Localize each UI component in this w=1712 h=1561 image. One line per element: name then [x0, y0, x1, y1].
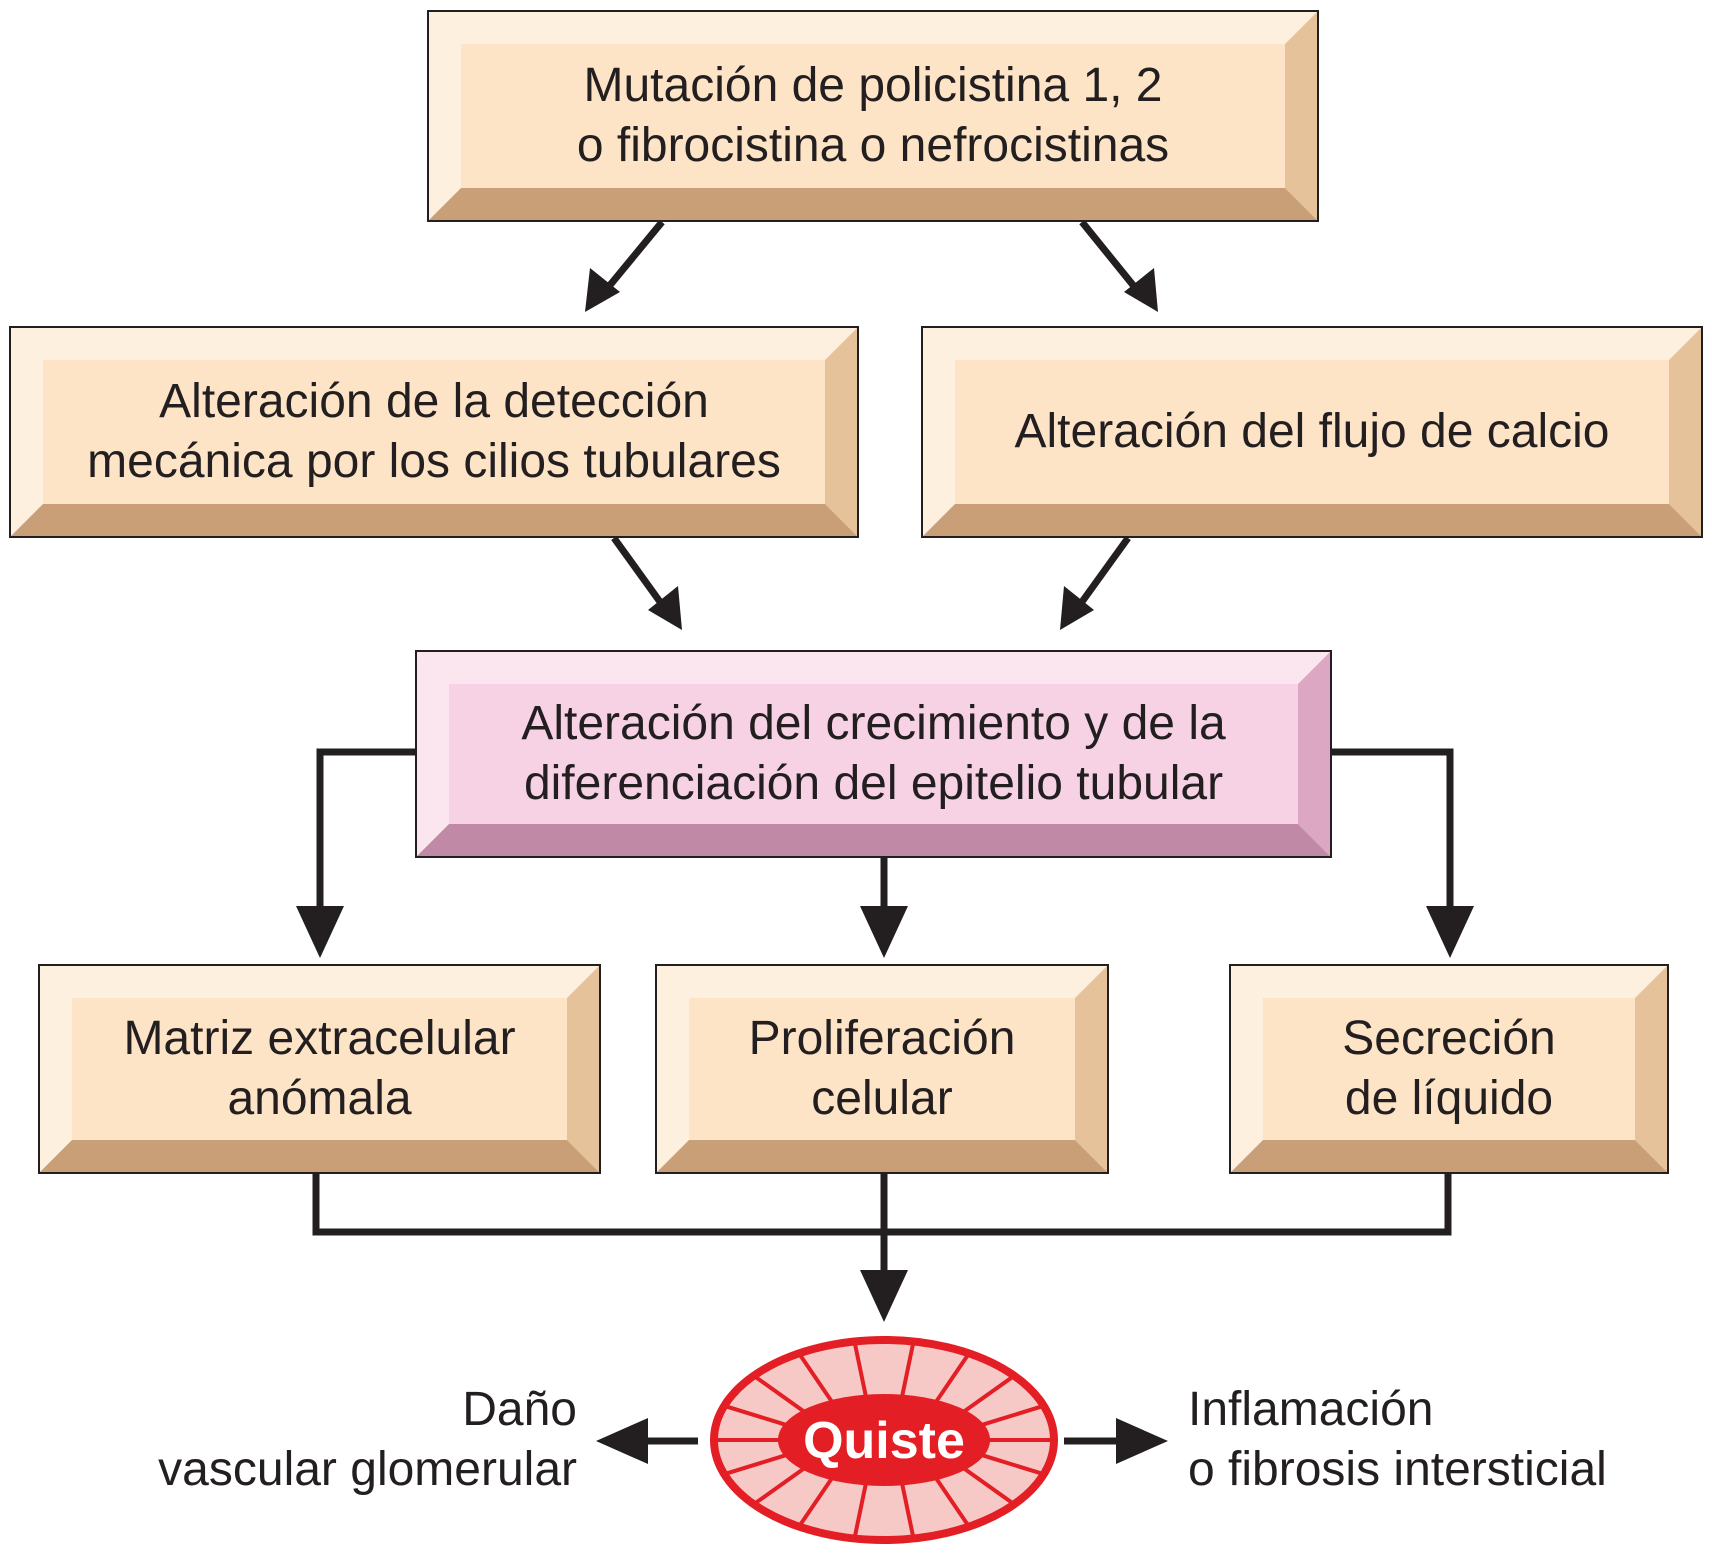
outcome-left-line-2: vascular glomerular [158, 1443, 577, 1496]
arrowhead [860, 906, 908, 958]
arrowhead [596, 1418, 648, 1464]
arrowhead [1124, 268, 1158, 312]
box-prolif-label [655, 964, 1109, 1174]
outcome-right-line-2: o fibrosis intersticial [1188, 1443, 1607, 1496]
outcome-left-line-1: Daño [462, 1383, 577, 1436]
connector-growth-to-matrix [320, 752, 415, 912]
arrowhead [1116, 1418, 1168, 1464]
outcome-glomerular-damage [158, 1380, 577, 1500]
box-growth-line-2: diferenciación del epitelio tubular [523, 757, 1224, 810]
box-mechano-label [9, 326, 859, 538]
box-mechano-line-2: mecánica por los cilios tubulares [87, 435, 781, 488]
arrow-mutation-to-calcium [1082, 222, 1137, 290]
arrow-mechano-to-growth [614, 538, 663, 606]
box-mutation-line-1: Mutación de policistina 1, 2 [583, 59, 1163, 112]
outcome-inflammation-fibrosis [1188, 1380, 1607, 1500]
box-mutation [427, 10, 1319, 222]
cyst-label: Quiste [803, 1412, 965, 1470]
connector-growth-to-secretion [1330, 752, 1450, 912]
box-growth-label [415, 650, 1332, 858]
arrowhead [296, 906, 344, 958]
box-matrix-line-1: Matriz extracelular [123, 1012, 516, 1065]
box-matrix [38, 964, 601, 1174]
box-secretion-line-1: Secreción [1342, 1012, 1556, 1065]
box-calcium [921, 326, 1703, 538]
box-matrix-label [38, 964, 601, 1174]
box-secretion-line-2: de líquido [1344, 1072, 1554, 1125]
box-prolif-line-1: Proliferación [748, 1012, 1016, 1065]
box-mechano-line-1: Alteración de la detección [159, 375, 709, 428]
outcome-right-line-1: Inflamación [1188, 1383, 1434, 1436]
box-growth [415, 650, 1332, 858]
box-matrix-line-2: anómala [227, 1072, 412, 1125]
box-mechano [9, 326, 859, 538]
box-mutation-label [427, 10, 1319, 222]
box-calcium-label [921, 326, 1703, 538]
box-growth-line-1: Alteración del crecimiento y de la [521, 697, 1226, 750]
box-calcium-line-1: Alteración del flujo de calcio [1014, 405, 1610, 458]
box-prolif-line-2: celular [811, 1072, 953, 1125]
box-secretion [1229, 964, 1669, 1174]
cyst-icon [704, 1330, 1064, 1550]
box-secretion-label [1229, 964, 1669, 1174]
box-mutation-line-2: o fibrocistina o nefrocistinas [576, 119, 1170, 172]
arrow-mutation-to-mechano [606, 222, 662, 290]
arrow-calcium-to-growth [1079, 538, 1128, 606]
box-prolif [655, 964, 1109, 1174]
arrowhead [860, 1270, 908, 1322]
arrowhead [1426, 906, 1474, 958]
